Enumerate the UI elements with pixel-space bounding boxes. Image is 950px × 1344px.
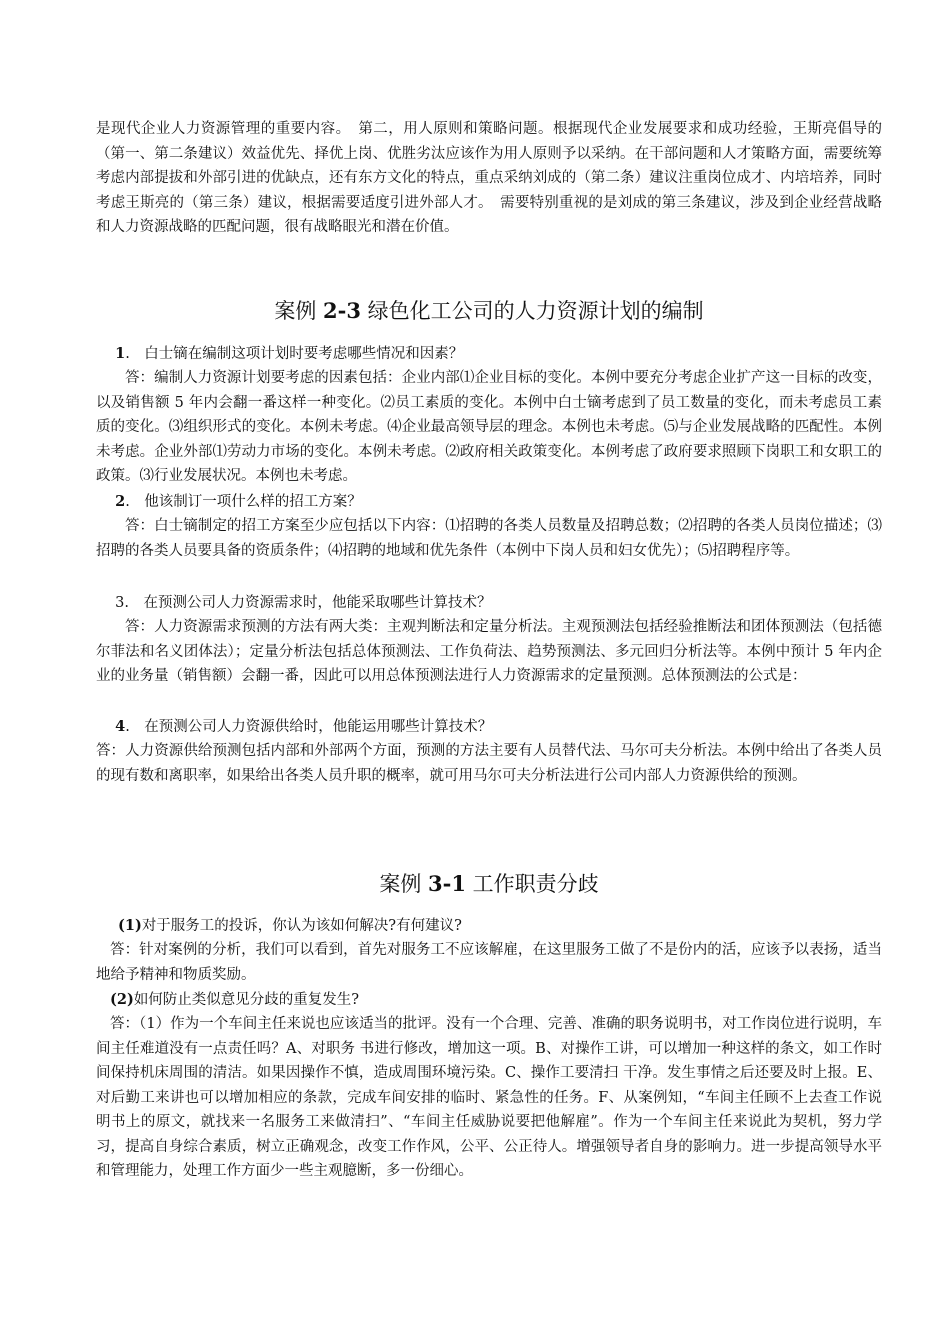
case-2-3-answer-3: 答：人力资源需求预测的方法有两大类：主观判断法和定量分析法。主观预测法包括经验推断法和团体预测法（包括德尔菲法和名义团体法）；定量分析法包括总体预测法、工作负荷法、趋势预测法、多元回归分析法等。本例中预计 5 年内企业的业务量（销售额）会翻一番，因此可以用总体预测法进行人力资源需求的定量预测。总体预测法的公式是：: [96, 619, 882, 684]
question-2-number: (2): [110, 991, 134, 1008]
question-1-text: . 白士镝在编制这项计划时要考虑哪些情况和因素？: [125, 346, 464, 362]
case-2-3-answer-1: 答：编制人力资源计划要考虑的因素包括：企业内部⑴企业目标的变化。本例中要充分考虑企业扩产这一目标的改变，以及销售额 5 年内会翻一番这样一种变化。⑵员工素质的变化。本例中白士镝考虑到了员工数量的变化，而未考虑员工素质的变化。⑶组织形式的变化。本例未考虑。⑷企业最高领导层的理念。本例也未考虑。⑸与企业发展战略的匹配性。本例未考虑。企业外部⑴劳动力市场的变化。本例未考虑。⑵政府相关政策变化。本例考虑了政府要求照顾下岗职工和女职工的政策。⑶行业发展状况。本例也未考虑。: [96, 370, 882, 484]
case-2-3-question-4: [96, 715, 882, 740]
question-2-text: . 他该制订一项什么样的招工方案？: [125, 494, 362, 510]
case-2-3-title-text: 绿色化工公司的人力资源计划的编制: [360, 299, 704, 323]
case-3-1-title-prefix: 案例: [379, 872, 429, 896]
question-4-text: . 在预测公司人力资源供给时，他能运用哪些计算技术？: [125, 719, 493, 735]
case-2-3-title: [96, 297, 882, 325]
question-1-number: 1: [115, 345, 126, 362]
case-2-3-title-number: 2-3: [323, 298, 361, 323]
intro-paragraph: 是现代企业人力资源管理的重要内容。 第二，用人原则和策略问题。根据现代企业发展要求和成功经验，王斯亮倡导的（第一、第二条建议）效益优先、择优上岗、优胜劣汰应该作为用人原则予以采纳。在干部问题和人才策略方面，需要统筹考虑内部提拔和外部引进的优缺点，还有东方文化的特点，重点采纳刘成的（第二条）建议注重岗位成才、内培培养，同时考虑王斯亮的（第三条）建议，根据需要适度引进外部人才。 需要特别重视的是刘成的第三条建议，涉及到企业经营战略和人力资源战略的匹配问题，很有战略眼光和潜在价值。: [96, 121, 882, 235]
question-1-text: 对于服务工的投诉，你认为该如何解决?有何建议?: [141, 918, 462, 934]
case-2-3-answer-4: 答：人力资源供给预测包括内部和外部两个方面，预测的方法主要有人员替代法、马尔可夫分析法。本例中给出了各类人员的现有数和离职率，如果给出各类人员升职的概率，就可用马尔可夫分析法进行公司内部人力资源供给的预测。: [96, 743, 882, 784]
question-3-number: 3: [115, 595, 125, 611]
case-2-3-question-3: [96, 591, 882, 616]
case-3-1-question-2: [96, 988, 882, 1013]
case-2-3-title-prefix: 案例: [274, 299, 324, 323]
case-3-1-title: [96, 870, 882, 898]
case-2-3-question-2: [96, 490, 882, 515]
question-2-text: 如何防止类似意见分歧的重复发生?: [133, 992, 360, 1008]
case-3-1-question-1: [96, 914, 882, 939]
case-3-1-answer-1: 答：针对案例的分析，我们可以看到，首先对服务工不应该解雇，在这里服务工做了不是份内的活，应该予以表扬，适当地给予精神和物质奖励。: [96, 942, 882, 983]
case-2-3-question-1: [96, 342, 882, 367]
case-3-1-answer-2: 答：（1）作为一个车间主任来说也应该适当的批评。没有一个合理、完善、准确的职务说明书，对工作岗位进行说明，车间主任难道没有一点责任吗？A、对职务 书进行修改，增加这一项。B、对操作工讲，可以增加一种这样的条文，如工作时间保持机床周围的清洁。如果因操作不慎，造成周围环境污染。C、操作工要清扫 干净。发生事情之后还要及时上报。E、对后勤工来讲也可以增加相应的条款，完成车间安排的临时、紧急性的任务。F、从案例知，“车间主任顾不上去查工作说 明书上的原文，就找来一名服务工来做清扫”、“车间主任威胁说要把他解雇”。作为一个车间主任来说此为契机，努力学习，提高自身综合素质，树立正确观念，改变工作作风，公平、公正待人。增强领导者自身的影响力。进一步提高领导水平 和管理能力，处理工作方面少一些主观臆断，多一份细心。: [96, 1016, 882, 1179]
question-1-number: (1): [118, 917, 142, 934]
question-4-number: 4: [115, 718, 126, 735]
case-2-3-answer-2: 答：白士镝制定的招工方案至少应包括以下内容：⑴招聘的各类人员数量及招聘总数；⑵招聘的各类人员岗位描述；⑶招聘的各类人员要具备的资质条件；⑷招聘的地域和优先条件（本例中下岗人员和妇女优先）；⑸招聘程序等。: [96, 518, 882, 559]
case-3-1-title-text: 工作职责分歧: [465, 872, 599, 896]
question-2-number: 2: [115, 493, 126, 510]
question-3-text: . 在预测公司人力资源需求时，他能采取哪些计算技术？: [124, 595, 492, 611]
case-3-1-title-number: 3-1: [428, 871, 466, 896]
